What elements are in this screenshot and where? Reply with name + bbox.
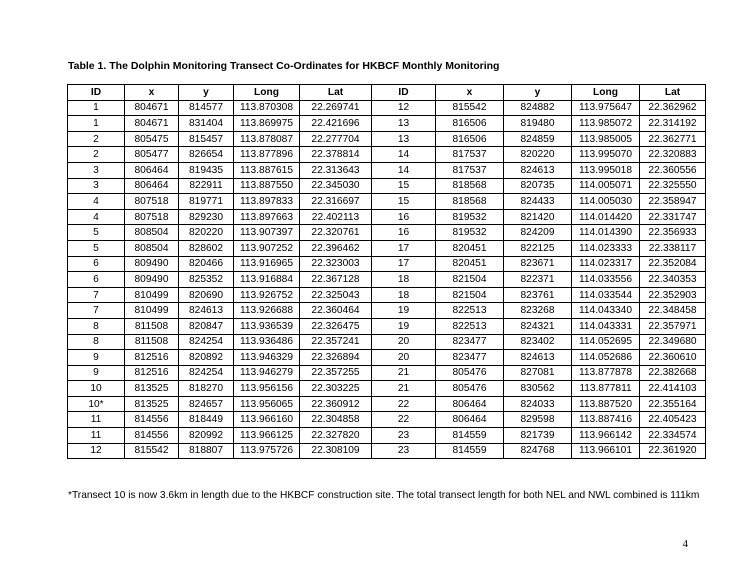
cell-id-right: 17 [372, 240, 436, 256]
cell-x-left: 805475 [125, 131, 179, 147]
cell-lat-left: 22.320761 [300, 225, 372, 241]
cell-x-left: 810499 [125, 287, 179, 303]
cell-long-left: 113.887550 [234, 178, 300, 194]
cell-x-right: 817537 [436, 147, 504, 163]
cell-y-right: 823268 [504, 303, 572, 319]
cell-long-right: 114.052686 [572, 350, 640, 366]
cell-lat-left: 22.357241 [300, 334, 372, 350]
header-x-right: x [436, 85, 504, 101]
cell-id-left: 10* [68, 396, 125, 412]
table-row [68, 209, 706, 225]
cell-x-right: 821504 [436, 287, 504, 303]
cell-y-left: 820466 [179, 256, 234, 272]
table-row [68, 272, 706, 288]
cell-y-right: 829598 [504, 412, 572, 428]
cell-long-right: 113.877878 [572, 365, 640, 381]
cell-long-right: 114.005030 [572, 194, 640, 210]
cell-y-left: 824254 [179, 334, 234, 350]
cell-long-right: 113.966101 [572, 443, 640, 459]
cell-id-right: 18 [372, 287, 436, 303]
footnote: *Transect 10 is now 3.6km in length due to the HKBCF construction site. The total transect length for both NEL and NWL combined is 111km [68, 490, 700, 501]
table-row [68, 381, 706, 397]
cell-y-right: 824859 [504, 131, 572, 147]
cell-lat-left: 22.316697 [300, 194, 372, 210]
cell-long-right: 113.985005 [572, 131, 640, 147]
cell-long-right: 114.023317 [572, 256, 640, 272]
header-y-right: y [504, 85, 572, 101]
cell-x-left: 809490 [125, 256, 179, 272]
cell-lat-left: 22.269741 [300, 100, 372, 116]
cell-x-left: 812516 [125, 365, 179, 381]
cell-y-left: 820690 [179, 287, 234, 303]
cell-id-left: 8 [68, 334, 125, 350]
cell-x-right: 819532 [436, 225, 504, 241]
cell-id-right: 16 [372, 225, 436, 241]
cell-id-left: 2 [68, 147, 125, 163]
cell-long-right: 113.995070 [572, 147, 640, 163]
cell-long-left: 113.936486 [234, 334, 300, 350]
cell-id-left: 11 [68, 428, 125, 444]
cell-x-left: 814556 [125, 428, 179, 444]
cell-id-right: 23 [372, 443, 436, 459]
cell-id-left: 7 [68, 287, 125, 303]
cell-x-left: 807518 [125, 209, 179, 225]
table-row [68, 412, 706, 428]
cell-id-left: 10 [68, 381, 125, 397]
cell-long-left: 113.916965 [234, 256, 300, 272]
cell-lat-left: 22.327820 [300, 428, 372, 444]
cell-lat-right: 22.360610 [640, 350, 706, 366]
cell-x-left: 804671 [125, 100, 179, 116]
cell-lat-right: 22.338117 [640, 240, 706, 256]
cell-y-left: 825352 [179, 272, 234, 288]
cell-y-left: 828602 [179, 240, 234, 256]
header-lat-left: Lat [300, 85, 372, 101]
cell-x-left: 808504 [125, 225, 179, 241]
cell-y-left: 818449 [179, 412, 234, 428]
cell-y-right: 820735 [504, 178, 572, 194]
table-row [68, 303, 706, 319]
cell-y-left: 820892 [179, 350, 234, 366]
cell-y-left: 824613 [179, 303, 234, 319]
cell-id-right: 13 [372, 116, 436, 132]
cell-long-right: 114.033556 [572, 272, 640, 288]
cell-y-right: 819480 [504, 116, 572, 132]
cell-id-left: 1 [68, 100, 125, 116]
cell-long-right: 114.052695 [572, 334, 640, 350]
cell-id-right: 19 [372, 303, 436, 319]
table-row [68, 334, 706, 350]
cell-lat-right: 22.357971 [640, 318, 706, 334]
cell-lat-left: 22.277704 [300, 131, 372, 147]
cell-id-left: 6 [68, 256, 125, 272]
cell-long-left: 113.966160 [234, 412, 300, 428]
cell-x-left: 813525 [125, 396, 179, 412]
cell-long-left: 113.956065 [234, 396, 300, 412]
cell-y-left: 819771 [179, 194, 234, 210]
cell-y-right: 824613 [504, 162, 572, 178]
cell-lat-right: 22.362771 [640, 131, 706, 147]
cell-id-left: 1 [68, 116, 125, 132]
cell-x-right: 822513 [436, 303, 504, 319]
cell-lat-right: 22.362962 [640, 100, 706, 116]
cell-y-left: 819435 [179, 162, 234, 178]
cell-long-right: 114.014420 [572, 209, 640, 225]
cell-id-right: 14 [372, 147, 436, 163]
cell-long-right: 114.043331 [572, 318, 640, 334]
cell-lat-right: 22.352084 [640, 256, 706, 272]
cell-y-right: 824033 [504, 396, 572, 412]
cell-long-right: 113.966142 [572, 428, 640, 444]
cell-x-right: 816506 [436, 131, 504, 147]
cell-id-left: 3 [68, 178, 125, 194]
cell-lat-right: 22.331747 [640, 209, 706, 225]
cell-id-left: 2 [68, 131, 125, 147]
cell-y-left: 820220 [179, 225, 234, 241]
cell-lat-left: 22.396462 [300, 240, 372, 256]
table-header-row [68, 85, 706, 101]
cell-x-right: 822513 [436, 318, 504, 334]
cell-lat-left: 22.326475 [300, 318, 372, 334]
cell-x-left: 811508 [125, 318, 179, 334]
cell-lat-left: 22.360464 [300, 303, 372, 319]
cell-y-right: 824433 [504, 194, 572, 210]
cell-y-left: 814577 [179, 100, 234, 116]
cell-id-right: 21 [372, 365, 436, 381]
cell-long-left: 113.907252 [234, 240, 300, 256]
table-row [68, 116, 706, 132]
cell-x-right: 814559 [436, 428, 504, 444]
cell-y-left: 820992 [179, 428, 234, 444]
cell-id-left: 12 [68, 443, 125, 459]
cell-y-right: 822371 [504, 272, 572, 288]
table-row [68, 147, 706, 163]
cell-y-right: 823402 [504, 334, 572, 350]
cell-lat-right: 22.360556 [640, 162, 706, 178]
cell-id-right: 15 [372, 194, 436, 210]
cell-lat-left: 22.308109 [300, 443, 372, 459]
cell-x-left: 804671 [125, 116, 179, 132]
cell-id-right: 16 [372, 209, 436, 225]
cell-y-right: 821739 [504, 428, 572, 444]
cell-y-right: 823671 [504, 256, 572, 272]
cell-id-left: 3 [68, 162, 125, 178]
cell-long-left: 113.877896 [234, 147, 300, 163]
cell-x-right: 818568 [436, 178, 504, 194]
cell-lat-right: 22.325550 [640, 178, 706, 194]
cell-lat-left: 22.378814 [300, 147, 372, 163]
cell-long-right: 113.985072 [572, 116, 640, 132]
cell-x-left: 813525 [125, 381, 179, 397]
cell-x-right: 821504 [436, 272, 504, 288]
cell-lat-right: 22.340353 [640, 272, 706, 288]
table-row [68, 225, 706, 241]
cell-x-left: 805477 [125, 147, 179, 163]
cell-long-right: 113.887416 [572, 412, 640, 428]
cell-long-left: 113.869975 [234, 116, 300, 132]
cell-y-right: 823761 [504, 287, 572, 303]
cell-id-left: 9 [68, 350, 125, 366]
cell-lat-right: 22.358947 [640, 194, 706, 210]
cell-long-right: 114.043340 [572, 303, 640, 319]
cell-id-right: 20 [372, 350, 436, 366]
table-row [68, 443, 706, 459]
cell-id-left: 9 [68, 365, 125, 381]
cell-y-right: 824613 [504, 350, 572, 366]
cell-x-right: 805476 [436, 381, 504, 397]
cell-lat-right: 22.405423 [640, 412, 706, 428]
cell-long-left: 113.956156 [234, 381, 300, 397]
cell-x-left: 809490 [125, 272, 179, 288]
cell-long-right: 114.023333 [572, 240, 640, 256]
cell-x-right: 823477 [436, 334, 504, 350]
cell-long-right: 114.014390 [572, 225, 640, 241]
cell-y-right: 827081 [504, 365, 572, 381]
cell-lat-left: 22.357255 [300, 365, 372, 381]
cell-lat-right: 22.334574 [640, 428, 706, 444]
cell-id-right: 22 [372, 412, 436, 428]
cell-y-left: 824657 [179, 396, 234, 412]
cell-long-left: 113.878087 [234, 131, 300, 147]
cell-lat-left: 22.367128 [300, 272, 372, 288]
cell-x-left: 808504 [125, 240, 179, 256]
cell-long-left: 113.887615 [234, 162, 300, 178]
table-caption: Table 1. The Dolphin Monitoring Transect Co-Ordinates for HKBCF Monthly Monitoring [68, 60, 500, 72]
cell-x-right: 819532 [436, 209, 504, 225]
cell-lat-right: 22.382668 [640, 365, 706, 381]
cell-x-left: 806464 [125, 162, 179, 178]
cell-id-right: 14 [372, 162, 436, 178]
table-row [68, 178, 706, 194]
cell-x-left: 815542 [125, 443, 179, 459]
cell-lat-left: 22.313643 [300, 162, 372, 178]
cell-long-right: 114.005071 [572, 178, 640, 194]
cell-long-right: 113.975647 [572, 100, 640, 116]
header-x-left: x [125, 85, 179, 101]
cell-x-left: 806464 [125, 178, 179, 194]
cell-y-left: 818270 [179, 381, 234, 397]
cell-x-right: 806464 [436, 396, 504, 412]
cell-lat-right: 22.349680 [640, 334, 706, 350]
cell-long-left: 113.897833 [234, 194, 300, 210]
cell-y-left: 824254 [179, 365, 234, 381]
cell-y-right: 824321 [504, 318, 572, 334]
header-long-left: Long [234, 85, 300, 101]
header-lat-right: Lat [640, 85, 706, 101]
cell-id-left: 4 [68, 194, 125, 210]
cell-x-right: 805476 [436, 365, 504, 381]
cell-y-left: 820847 [179, 318, 234, 334]
cell-y-right: 824882 [504, 100, 572, 116]
cell-lat-left: 22.304858 [300, 412, 372, 428]
cell-y-right: 824209 [504, 225, 572, 241]
cell-x-right: 823477 [436, 350, 504, 366]
cell-id-right: 22 [372, 396, 436, 412]
cell-x-right: 817537 [436, 162, 504, 178]
cell-lat-right: 22.348458 [640, 303, 706, 319]
cell-long-left: 113.897663 [234, 209, 300, 225]
cell-id-left: 5 [68, 225, 125, 241]
table-row [68, 256, 706, 272]
cell-id-left: 4 [68, 209, 125, 225]
table-row [68, 131, 706, 147]
cell-x-left: 814556 [125, 412, 179, 428]
cell-long-left: 113.926688 [234, 303, 300, 319]
cell-lat-left: 22.402113 [300, 209, 372, 225]
table-row [68, 240, 706, 256]
cell-id-right: 15 [372, 178, 436, 194]
cell-id-left: 11 [68, 412, 125, 428]
cell-long-right: 113.877811 [572, 381, 640, 397]
cell-id-right: 21 [372, 381, 436, 397]
cell-y-left: 826654 [179, 147, 234, 163]
table-row [68, 318, 706, 334]
cell-long-left: 113.966125 [234, 428, 300, 444]
cell-id-right: 13 [372, 131, 436, 147]
cell-id-right: 20 [372, 334, 436, 350]
cell-lat-left: 22.360912 [300, 396, 372, 412]
cell-y-left: 831404 [179, 116, 234, 132]
page-number: 4 [682, 538, 688, 550]
cell-y-left: 815457 [179, 131, 234, 147]
cell-lat-left: 22.345030 [300, 178, 372, 194]
table-row [68, 396, 706, 412]
table-row [68, 162, 706, 178]
table-row [68, 350, 706, 366]
cell-id-left: 6 [68, 272, 125, 288]
transect-coordinates-table [67, 84, 706, 459]
cell-long-left: 113.936539 [234, 318, 300, 334]
cell-long-left: 113.926752 [234, 287, 300, 303]
cell-lat-left: 22.421696 [300, 116, 372, 132]
cell-id-right: 17 [372, 256, 436, 272]
cell-x-right: 820451 [436, 256, 504, 272]
table-row [68, 287, 706, 303]
cell-lat-right: 22.320883 [640, 147, 706, 163]
cell-lat-right: 22.352903 [640, 287, 706, 303]
cell-long-left: 113.870308 [234, 100, 300, 116]
cell-long-left: 113.907397 [234, 225, 300, 241]
cell-lat-left: 22.325043 [300, 287, 372, 303]
cell-lat-right: 22.361920 [640, 443, 706, 459]
cell-lat-left: 22.323003 [300, 256, 372, 272]
cell-lat-right: 22.414103 [640, 381, 706, 397]
cell-id-left: 8 [68, 318, 125, 334]
cell-y-right: 821420 [504, 209, 572, 225]
cell-x-left: 811508 [125, 334, 179, 350]
cell-y-right: 830562 [504, 381, 572, 397]
cell-x-right: 816506 [436, 116, 504, 132]
cell-id-right: 19 [372, 318, 436, 334]
cell-long-left: 113.946279 [234, 365, 300, 381]
table-row [68, 428, 706, 444]
cell-y-right: 820220 [504, 147, 572, 163]
cell-x-left: 812516 [125, 350, 179, 366]
cell-y-right: 824768 [504, 443, 572, 459]
cell-x-left: 810499 [125, 303, 179, 319]
header-id-right: ID [372, 85, 436, 101]
table-row [68, 100, 706, 116]
header-long-right: Long [572, 85, 640, 101]
cell-x-right: 820451 [436, 240, 504, 256]
header-y-left: y [179, 85, 234, 101]
cell-x-right: 818568 [436, 194, 504, 210]
cell-x-right: 806464 [436, 412, 504, 428]
cell-y-left: 829230 [179, 209, 234, 225]
cell-id-left: 7 [68, 303, 125, 319]
cell-long-right: 114.033544 [572, 287, 640, 303]
cell-lat-left: 22.326894 [300, 350, 372, 366]
cell-long-right: 113.887520 [572, 396, 640, 412]
table-row [68, 365, 706, 381]
cell-lat-right: 22.314192 [640, 116, 706, 132]
cell-id-left: 5 [68, 240, 125, 256]
cell-y-left: 818807 [179, 443, 234, 459]
cell-long-right: 113.995018 [572, 162, 640, 178]
cell-x-right: 815542 [436, 100, 504, 116]
cell-lat-right: 22.355164 [640, 396, 706, 412]
cell-long-left: 113.916884 [234, 272, 300, 288]
cell-long-left: 113.946329 [234, 350, 300, 366]
cell-lat-left: 22.303225 [300, 381, 372, 397]
cell-id-right: 23 [372, 428, 436, 444]
cell-y-left: 822911 [179, 178, 234, 194]
header-id-left: ID [68, 85, 125, 101]
cell-y-right: 822125 [504, 240, 572, 256]
cell-x-right: 814559 [436, 443, 504, 459]
cell-id-right: 18 [372, 272, 436, 288]
cell-id-right: 12 [372, 100, 436, 116]
cell-lat-right: 22.356933 [640, 225, 706, 241]
cell-x-left: 807518 [125, 194, 179, 210]
table-body [68, 100, 706, 459]
table-row [68, 194, 706, 210]
cell-long-left: 113.975726 [234, 443, 300, 459]
